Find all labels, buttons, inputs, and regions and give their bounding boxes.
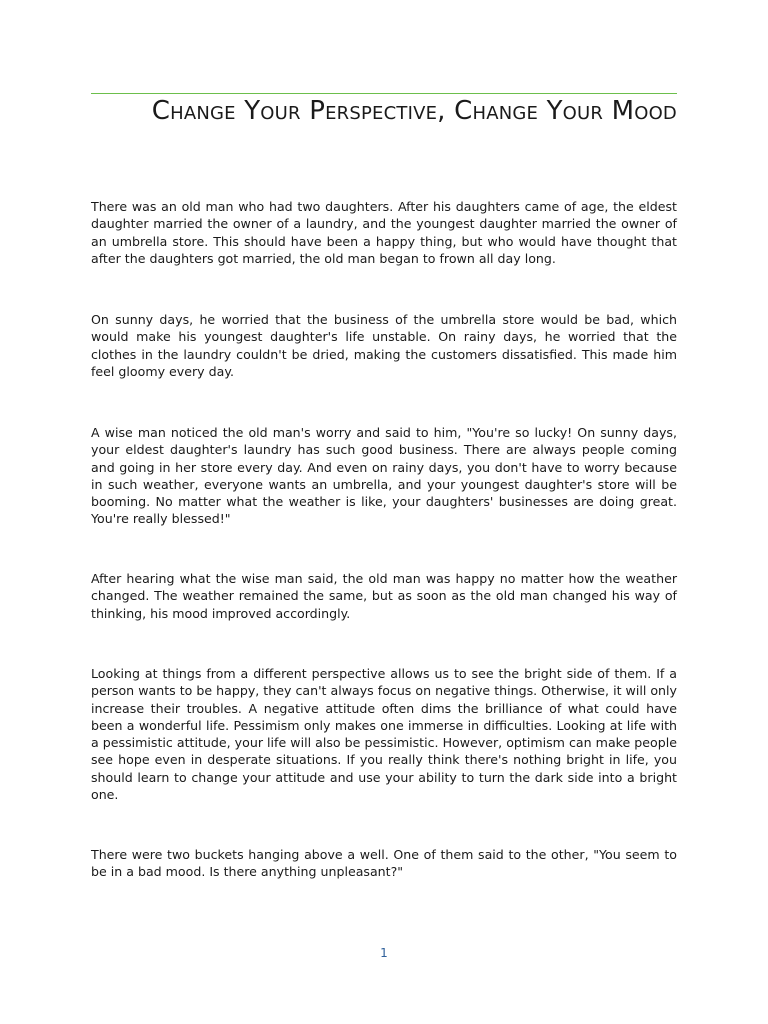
page-number: 1 <box>380 946 388 960</box>
title-rule <box>91 93 677 94</box>
paragraph: Looking at things from a different perspective allows us to see the bright side of them. If a person wants to be happy, they can't always focus on negative things. Otherwise, it will only increase their troubles. A negative attitude often dims the brilliance of what could have been a wonderful life. Pessimism only makes one immerse in difficulties. Looking at life with a pessimistic attitude, your life will also be pessimistic. However, optimism can make people see hope even in desperate situations. If you really think there's nothing bright in life, you should learn to change your attitude and use your ability to turn the dark side into a bright one. <box>91 666 677 803</box>
paragraph: There was an old man who had two daughters. After his daughters came of age, the eldest daughter married the owner of a laundry, and the youngest daughter married the owner of an umbrella store. This should have been a happy thing, but who would have thought that after the daughters got married, the old man began to frown all day long. <box>91 199 677 266</box>
paragraph: There were two buckets hanging above a well. One of them said to the other, "You seem to be in a bad mood. Is there anything unpleasant?" <box>91 847 677 880</box>
page-title: Change Your Perspective, Change Your Mood <box>151 96 677 126</box>
paragraph: A wise man noticed the old man's worry and said to him, "You're so lucky! On sunny days, your eldest daughter's laundry has such good business. There are always people coming and going in her store every day. And even on rainy days, you don't have to worry because in such weather, everyone wants an umbrella, and your youngest daughter's store will be booming. No matter what the weather is like, your daughters' businesses are doing great. You're really blessed!" <box>91 425 677 527</box>
paragraph: On sunny days, he worried that the business of the umbrella store would be bad, which would make his youngest daughter's life unstable. On rainy days, he worried that the clothes in the laundry couldn't be dried, making the customers dissatisfied. This made him feel gloomy every day. <box>91 312 677 379</box>
paragraph: After hearing what the wise man said, the old man was happy no matter how the weather changed. The weather remained the same, but as soon as the old man changed his way of thinking, his mood improved accordingly. <box>91 571 677 621</box>
